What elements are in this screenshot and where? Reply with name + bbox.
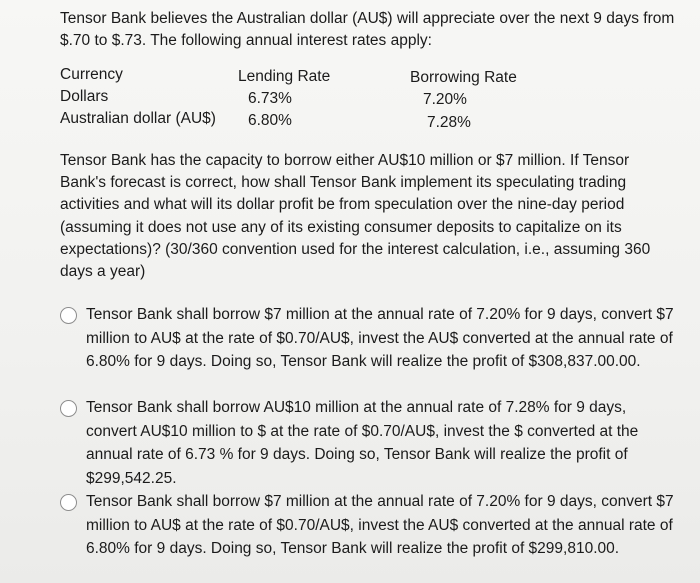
- rates-header-lending: Lending Rate: [238, 68, 331, 85]
- interest-rates-table: [60, 64, 580, 134]
- intro-text: Tensor Bank believes the Australian dollar (AU$) will appreciate over the next 9 days from $.70 to $.73. The following annual interest rates apply:: [60, 10, 675, 49]
- answer-option-2-text: Tensor Bank shall borrow AU$10 million at the annual rate of 7.28% for 9 days, convert AU$10 million to $ at the rate of $0.70/AU$, invest the $ converted at the annual rate of 6.73 % for 9 days. Doing so, Tensor Bank will realize the profit of $299,542.25.: [86, 399, 639, 487]
- question-text: Tensor Bank has the capacity to borrow either AU$10 million or $7 million. If Tensor Bank's forecast is correct, how shall Tensor Bank implement its speculating trading activities and what will its dollar profit be from speculation over the nine-day period (assuming it does not use any of its existing consumer deposits to capitalize on its expectations)? (30/360 convention used for the interest calculation, i.e., assuming 360 days a year): [60, 152, 651, 281]
- rates-header-borrowing: Borrowing Rate: [410, 69, 517, 86]
- rates-row-dollars-borrowing: 7.20%: [423, 91, 467, 108]
- rates-row-dollars-currency: Dollars: [60, 88, 109, 105]
- radio-button-1[interactable]: [60, 307, 77, 324]
- radio-button-2[interactable]: [60, 400, 77, 417]
- rates-header-currency: Currency: [60, 66, 123, 83]
- radio-button-3[interactable]: [60, 494, 77, 511]
- answer-option-3-text: Tensor Bank shall borrow $7 million at the annual rate of 7.20% for 9 days, convert $7 million to AU$ at the rate of $0.70/AU$, invest the AU$ converted at the annual rate of 6.80% for 9 days. Doing so, Tensor Bank will realize the profit of $299,810.00.: [86, 493, 674, 557]
- rates-row-aud-lending: 6.80%: [248, 112, 292, 129]
- rates-row-aud-borrowing: 7.28%: [427, 114, 471, 131]
- rates-row-aud-currency: Australian dollar (AU$): [60, 110, 216, 127]
- answer-option-1-text: Tensor Bank shall borrow $7 million at the annual rate of 7.20% for 9 days, convert $7 million to AU$ at the rate of $0.70/AU$, invest the AU$ converted at the annual rate of 6.80% for 9 days. Doing so, Tensor Bank will realize the profit of $308,837.00.00.: [86, 306, 674, 370]
- rates-row-dollars-lending: 6.73%: [248, 90, 292, 107]
